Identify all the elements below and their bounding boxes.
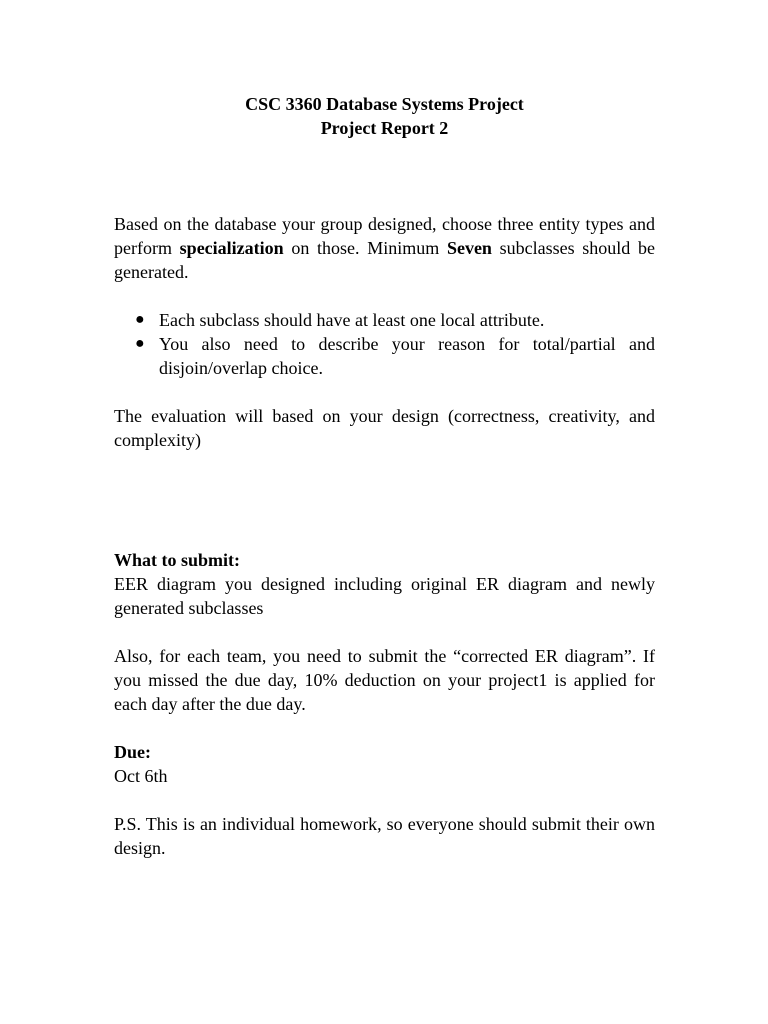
list-item xyxy=(114,332,655,380)
document-page xyxy=(114,92,655,860)
evaluation-paragraph: The evaluation will based on your design (correctness, creativity, and complexity) xyxy=(114,406,655,450)
due-date: Oct 6th xyxy=(114,766,168,786)
list-item-text: You also need to describe your reason for total/partial and disjoin/overlap choice. xyxy=(159,334,655,378)
due-heading: Due: xyxy=(114,742,151,762)
title-line-1: CSC 3360 Database Systems Project xyxy=(245,94,524,114)
title-line-2: Project Report 2 xyxy=(320,118,449,138)
list-item xyxy=(114,308,655,332)
bullet-icon: ● xyxy=(135,311,145,328)
submit-also-paragraph: Also, for each team, you need to submit the “corrected ER diagram”. If you missed the due day, 10% deduction on your project1 is applied for each day after the due day. xyxy=(114,646,655,714)
intro-text-3: subclasses should be generated. xyxy=(114,238,655,282)
intro-paragraph xyxy=(114,212,655,284)
document-title xyxy=(114,92,655,140)
bullet-icon: ● xyxy=(135,335,145,352)
intro-text-2: on those. Minimum xyxy=(283,238,447,258)
ps-paragraph: P.S. This is an individual homework, so everyone should submit their own design. xyxy=(114,814,655,858)
intro-bold-specialization: specialization xyxy=(179,238,284,258)
intro-text-1: Based on the database your group designed, choose three entity types and perform xyxy=(114,214,655,258)
list-item-text: Each subclass should have at least one local attribute. xyxy=(159,310,545,330)
submit-body: EER diagram you designed including original ER diagram and newly generated subclasses xyxy=(114,574,655,618)
submit-heading: What to submit: xyxy=(114,550,241,570)
requirements-list xyxy=(114,308,655,380)
intro-bold-seven: Seven xyxy=(446,238,492,258)
